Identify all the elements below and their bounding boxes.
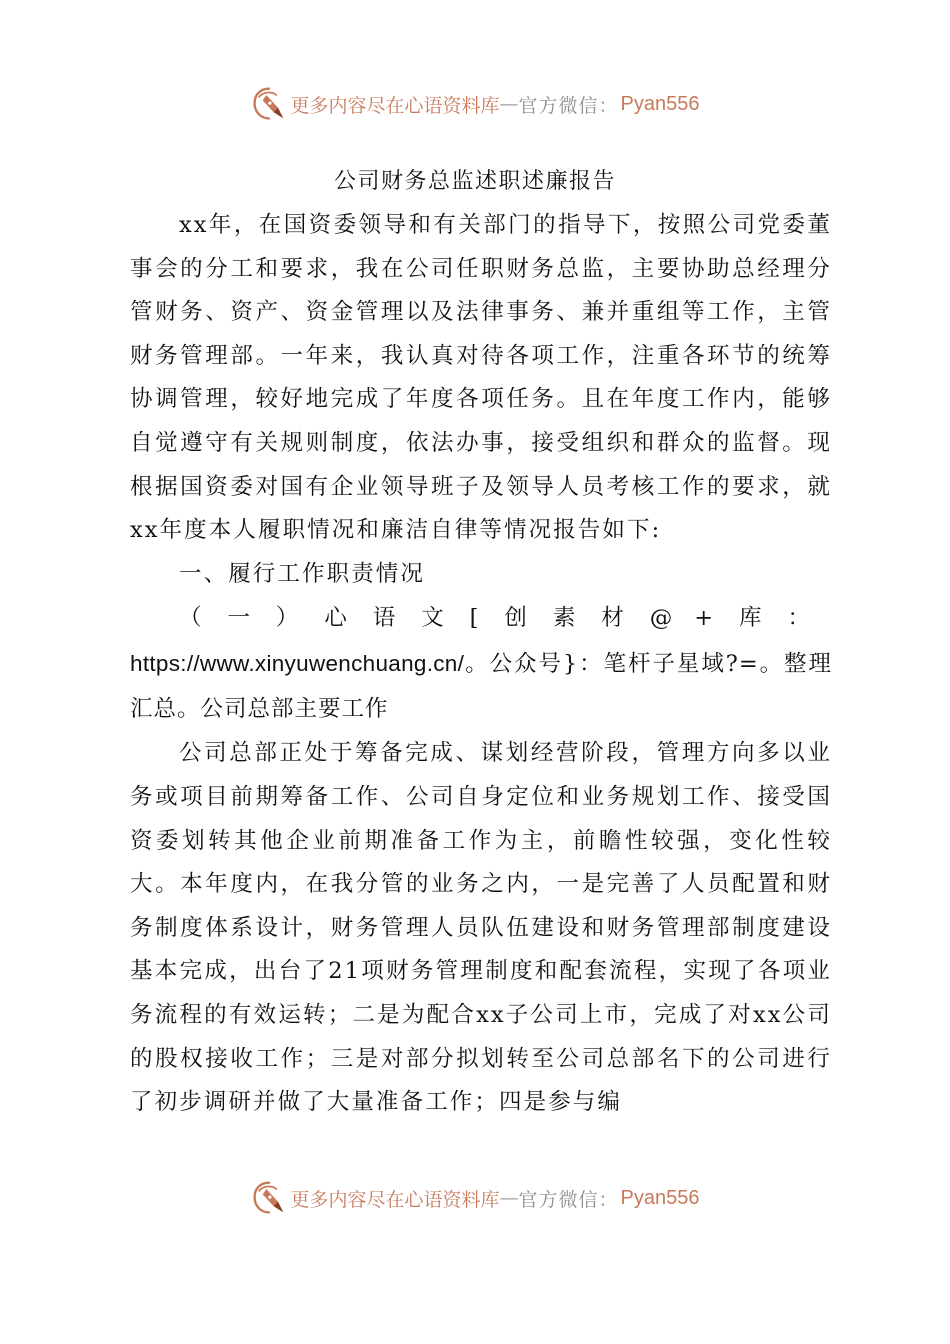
watermark-separator: — — [499, 93, 519, 115]
watermark-banner-top — [0, 84, 950, 124]
pen-nib-logo-icon — [251, 86, 287, 122]
watermark-wechat-id: Pyan556 — [620, 92, 700, 115]
watermark-text: 更多内容尽在心语资料库 — [290, 1188, 500, 1211]
intro-paragraph: xx年，在国资委领导和有关部门的指导下，按照公司党委董事会的分工和要求，我在公司任职财务总监，主要协助总经理分管财务、资产、资金管理以及法律事务、兼并重组等工作，主管财务管理部。一年来，我认真对待各项工作，注重各环节的统筹协调管理，较好地完成了年度各项任务。且在年度工作内，能够自觉遵守有关规则制度，依法办事，接受组织和群众的监督。现根据国资委对国有企业领导班子及领导人员考核工作的要求，就xx年度本人履职情况和廉洁自律等情况报告如下: — [130, 212, 832, 544]
document-title: 公司财务总监述职述廉报告 — [333, 169, 616, 194]
subsection-suffix: 。公众号}：笔杆子星域?=。整理汇总。公司总部主要工作 — [130, 651, 832, 723]
pen-nib-logo-icon — [251, 1180, 287, 1216]
watermark-separator: — — [499, 1187, 519, 1209]
subsection-heading — [130, 596, 832, 732]
watermark-wechat-id: Pyan556 — [620, 1186, 700, 1209]
watermark-banner-bottom — [0, 1178, 950, 1218]
watermark-text: 更多内容尽在心语资料库 — [290, 94, 500, 117]
document-body — [130, 204, 832, 1125]
section-heading: 一、履行工作职责情况 — [179, 560, 426, 587]
body-paragraph: 公司总部正处于筹备完成、谋划经营阶段，管理方向多以业务或项目前期筹备工作、公司自身定位和业务规划工作、接受国资委划转其他企业前期准备工作为主，前瞻性较强，变化性较大。本年度内，在我分管的业务之内，一是完善了人员配置和财务制度体系设计，财务管理人员队伍建设和财务管理部制度建设基本完成，出台了21项财务管理制度和配套流程，实现了各项业务流程的有效运转；二是为配合xx子公司上市，完成了对xx公司的股权接收工作；三是对部分拟划转至公司总部名下的公司进行了初步调研并做了大量准备工作；四是参与编 — [130, 740, 832, 1116]
watermark-official-label: 官方微信： — [518, 94, 619, 117]
website-link[interactable]: https://www.xinyuwenchuang.cn/ — [130, 651, 465, 677]
watermark-official-label: 官方微信： — [518, 1188, 619, 1211]
subsection-prefix: （一）心语文[创素材@+库： — [179, 605, 832, 632]
